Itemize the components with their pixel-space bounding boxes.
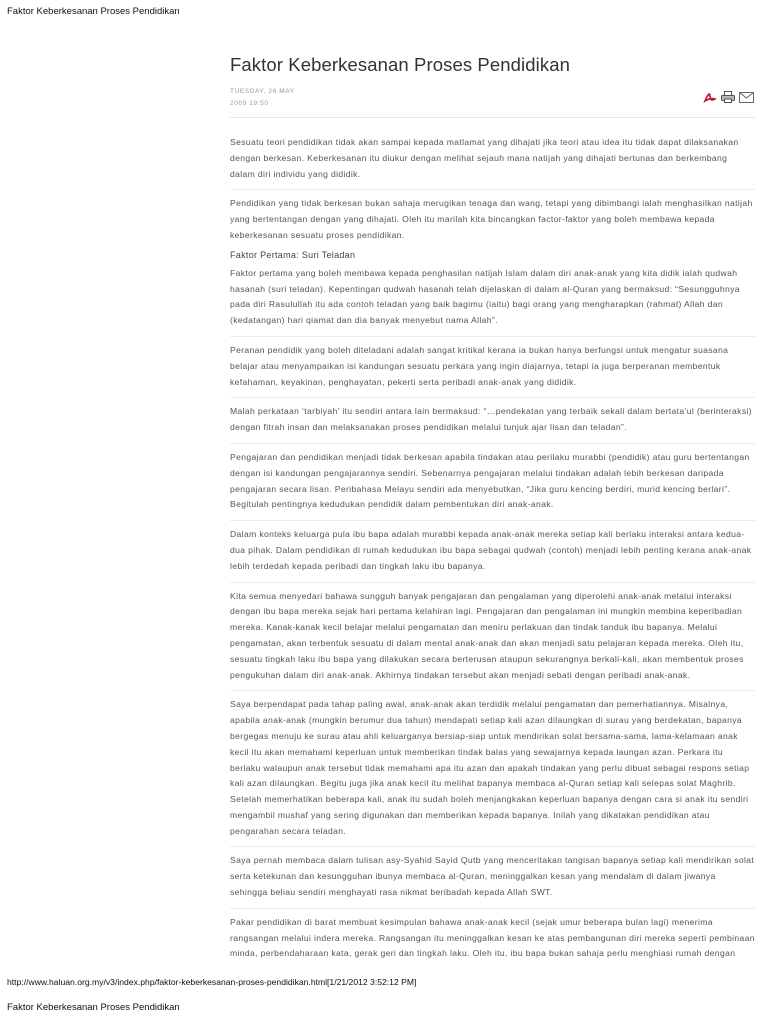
paragraph: Pendidikan yang tidak berkesan bukan sahaja merugikan tenaga dan wang, tetapi yang dibimbangi ialah menghasilkan natijah yang bertentangan dengan yang dihajati. Oleh itu marilah kita bincangkan factor-faktor yang boleh membawa kepada keberkesanan sesuatu proses pendidikan. bbox=[230, 198, 753, 240]
print-footer-title: Faktor Keberkesanan Proses Pendidikan bbox=[7, 1002, 180, 1013]
pdf-icon[interactable] bbox=[703, 90, 717, 101]
article bbox=[230, 54, 755, 962]
article-meta bbox=[230, 86, 755, 108]
paragraph: Saya berpendapat pada tahap paling awal, anak-anak akan terdidik melalui pengamatan dan pemerhatiannya. Misalnya, apabila anak-anak (mungkin berumur dua tahun) mendapati setiap kali azan dilaungkan di surau yang berdekatan, bapanya bergegas menuju ke surau atau ahli keluarganya bersiap-siap untuk mendirikan solat bersama-sama, lama-kelamaan anak kecil itu akan memahami keperluan untuk memberikan tindak balas yang sewajarnya kepada laungan azan. Perkara itu berlaku walaupun anak tersebut tidak memahami apa itu azan dan apakah tindakan yang perlu dibuat sebagai respons setiap kali azan dilaungkan. Begitu juga jika anak kecil itu melihat bapanya membaca al-Quran setiap kali selepas solat Maghrib. Setelah memerhatikan beberapa kali, anak itu sudah boleh menjangkakan keperluan bapanya dengan cara si anak itu sendiri mengambil mushaf yang sering digunakan dan memberikan kepada bapanya. Inilah yang dikatakan pendidikan atau pengarahan secara teladan. bbox=[230, 691, 755, 847]
paragraph: Pakar pendidikan di barat membuat kesimpulan bahawa anak-anak kecil (sejak umur beberapa bulan lagi) menerima rangsangan melalui indera mereka. Rangsangan itu meninggalkan kesan ke atas pembangunan diri mereka seperti pembinaan minda, perbendaharaan kata, gerak geri dan tingkah laku. Oleh itu, ibu bapa bukan sahaja perlu menghiasi rumah dengan bbox=[230, 916, 755, 959]
paragraph: Malah perkataan ‘tarbiyah’ itu sendiri antara lain bermaksud: “…pendekatan yang terbaik sekali dalam bertata’ul (berinteraksi) dengan fitrah insan dan melaksanakan proses pendidikan melalui tunjuk ajar lisan dan teladan”. bbox=[230, 398, 755, 444]
print-header-title: Faktor Keberkesanan Proses Pendidikan bbox=[7, 6, 180, 17]
paragraph: Peranan pendidik yang boleh diteladani adalah sangat kritikal kerana ia bukan hanya berfungsi untuk mengatur suasana belajar atau menyampaikan isi kandungan sesuatu perkara yang ingin diajarnya, tetapi ia juga berperanan membentuk kefahaman, keyakinan, penghayatan, pekerti serta peribadi anak-anak yang dididik. bbox=[230, 337, 755, 398]
paragraph: Pengajaran dan pendidikan menjadi tidak berkesan apabila tindakan atau perilaku murabbi (pendidik) atau guru bertentangan dengan isi kandungan pengajarannya sendiri. Sebenarnya pengajaran melalui tindakan adalah lebih berkesan daripada pengajaran secara lisan. Peribahasa Melayu sendiri ada menyebutkan, “Jika guru kencing berdiri, murid kencing berlari”. Begitulah pentingnya kedudukan pendidik dalam pembentukan diri anak-anak. bbox=[230, 444, 755, 521]
article-tools bbox=[703, 90, 753, 101]
section-heading: Faktor Pertama: Suri Teladan bbox=[230, 249, 356, 260]
paragraph: Dalam konteks keluarga pula ibu bapa adalah murabbi kepada anak-anak mereka setiap kali berlaku interaksi antara kedua-dua pihak. Dalam pendidikan di rumah kedudukan ibu bapa sebagai qudwah (contoh) menjadi lebih penting kerana anak-anak lebih terdedah kepada peribadi dan tingkah laku ibu bapanya. bbox=[230, 521, 755, 582]
paragraph: Kita semua menyedari bahawa sungguh banyak pengajaran dan pengalaman yang diperolehi anak-anak melalui interaksi dengan ibu bapa mereka sejak hari pertama kelahiran lagi. Pengajaran dan pengalaman ini mungkin membina keperibadian mereka. Kanak-kanak kecil belajar melalui pengamatan dan meniru perlakuan dan tindak tanduk ibu bapanya. Melalui pengamatan, akan terbentuk sesuatu di dalam mental anak-anak dan akan menjadi satu pelajaran kepada mereka. Oleh itu, sesuatu tingkah laku ibu bapa yang dilakukan secara berterusan ataupun sekurangnya berkali-kali, akan membentuk proses pengukuhan dalam diri anak-anak. Akhirnya tindakan tersebut akan menjadi sebati dengan peribadi anak-anak. bbox=[230, 583, 755, 692]
article-date: TUESDAY, 26 MAY bbox=[230, 88, 295, 95]
paragraph: Saya pernah membaca dalam tulisan asy-Syahid Sayid Qutb yang menceritakan tangisan bapanya setiap kali mendirikan solat serta ketekunan dan kesungguhan ibunya membaca al-Quran, meninggalkan kesan yang mendalam di dalam jiwanya sehingga beliau sendiri menghayati rasa nikmat beribadah kepada Allah SWT. bbox=[230, 847, 755, 908]
article-time: 2009 19:50 bbox=[230, 100, 269, 107]
email-icon[interactable] bbox=[739, 90, 753, 101]
article-body bbox=[230, 129, 755, 962]
paragraph: Faktor pertama yang boleh membawa kepada penghasilan natijah Islam dalam diri anak-anak yang kita didik ialah qudwah hasanah (suri teladan). Kepentingan qudwah hasanah telah dijelaskan di dalam al-Quran yang bermaksud: “Sesungguhnya pada diri Rasulullah itu ada contoh teladan yang baik bagimu (iaitu) bagi orang yang mengharapkan (rahmat) Allah dan (kedatangan) hari qiamat dan dia banyak menyebut nama Allah”. bbox=[230, 260, 755, 337]
paragraph: Sesuatu teori pendidikan tidak akan sampai kepada matlamat yang dihajati jika teori atau idea itu tidak dapat dilaksanakan dengan berkesan. Keberkesanan itu diukur dengan melihat sejauh mana natijah yang dihajati bertunas dan berkembang dalam diri individu yang dididik. bbox=[230, 129, 755, 190]
print-footer-url: http://www.haluan.org.my/v3/index.php/faktor-keberkesanan-proses-pendidikan.html[1/21/2012 3:52:12 PM] bbox=[7, 977, 417, 987]
article-title: Faktor Keberkesanan Proses Pendidikan bbox=[230, 54, 570, 75]
print-icon[interactable] bbox=[721, 90, 735, 101]
title-divider bbox=[230, 117, 755, 118]
